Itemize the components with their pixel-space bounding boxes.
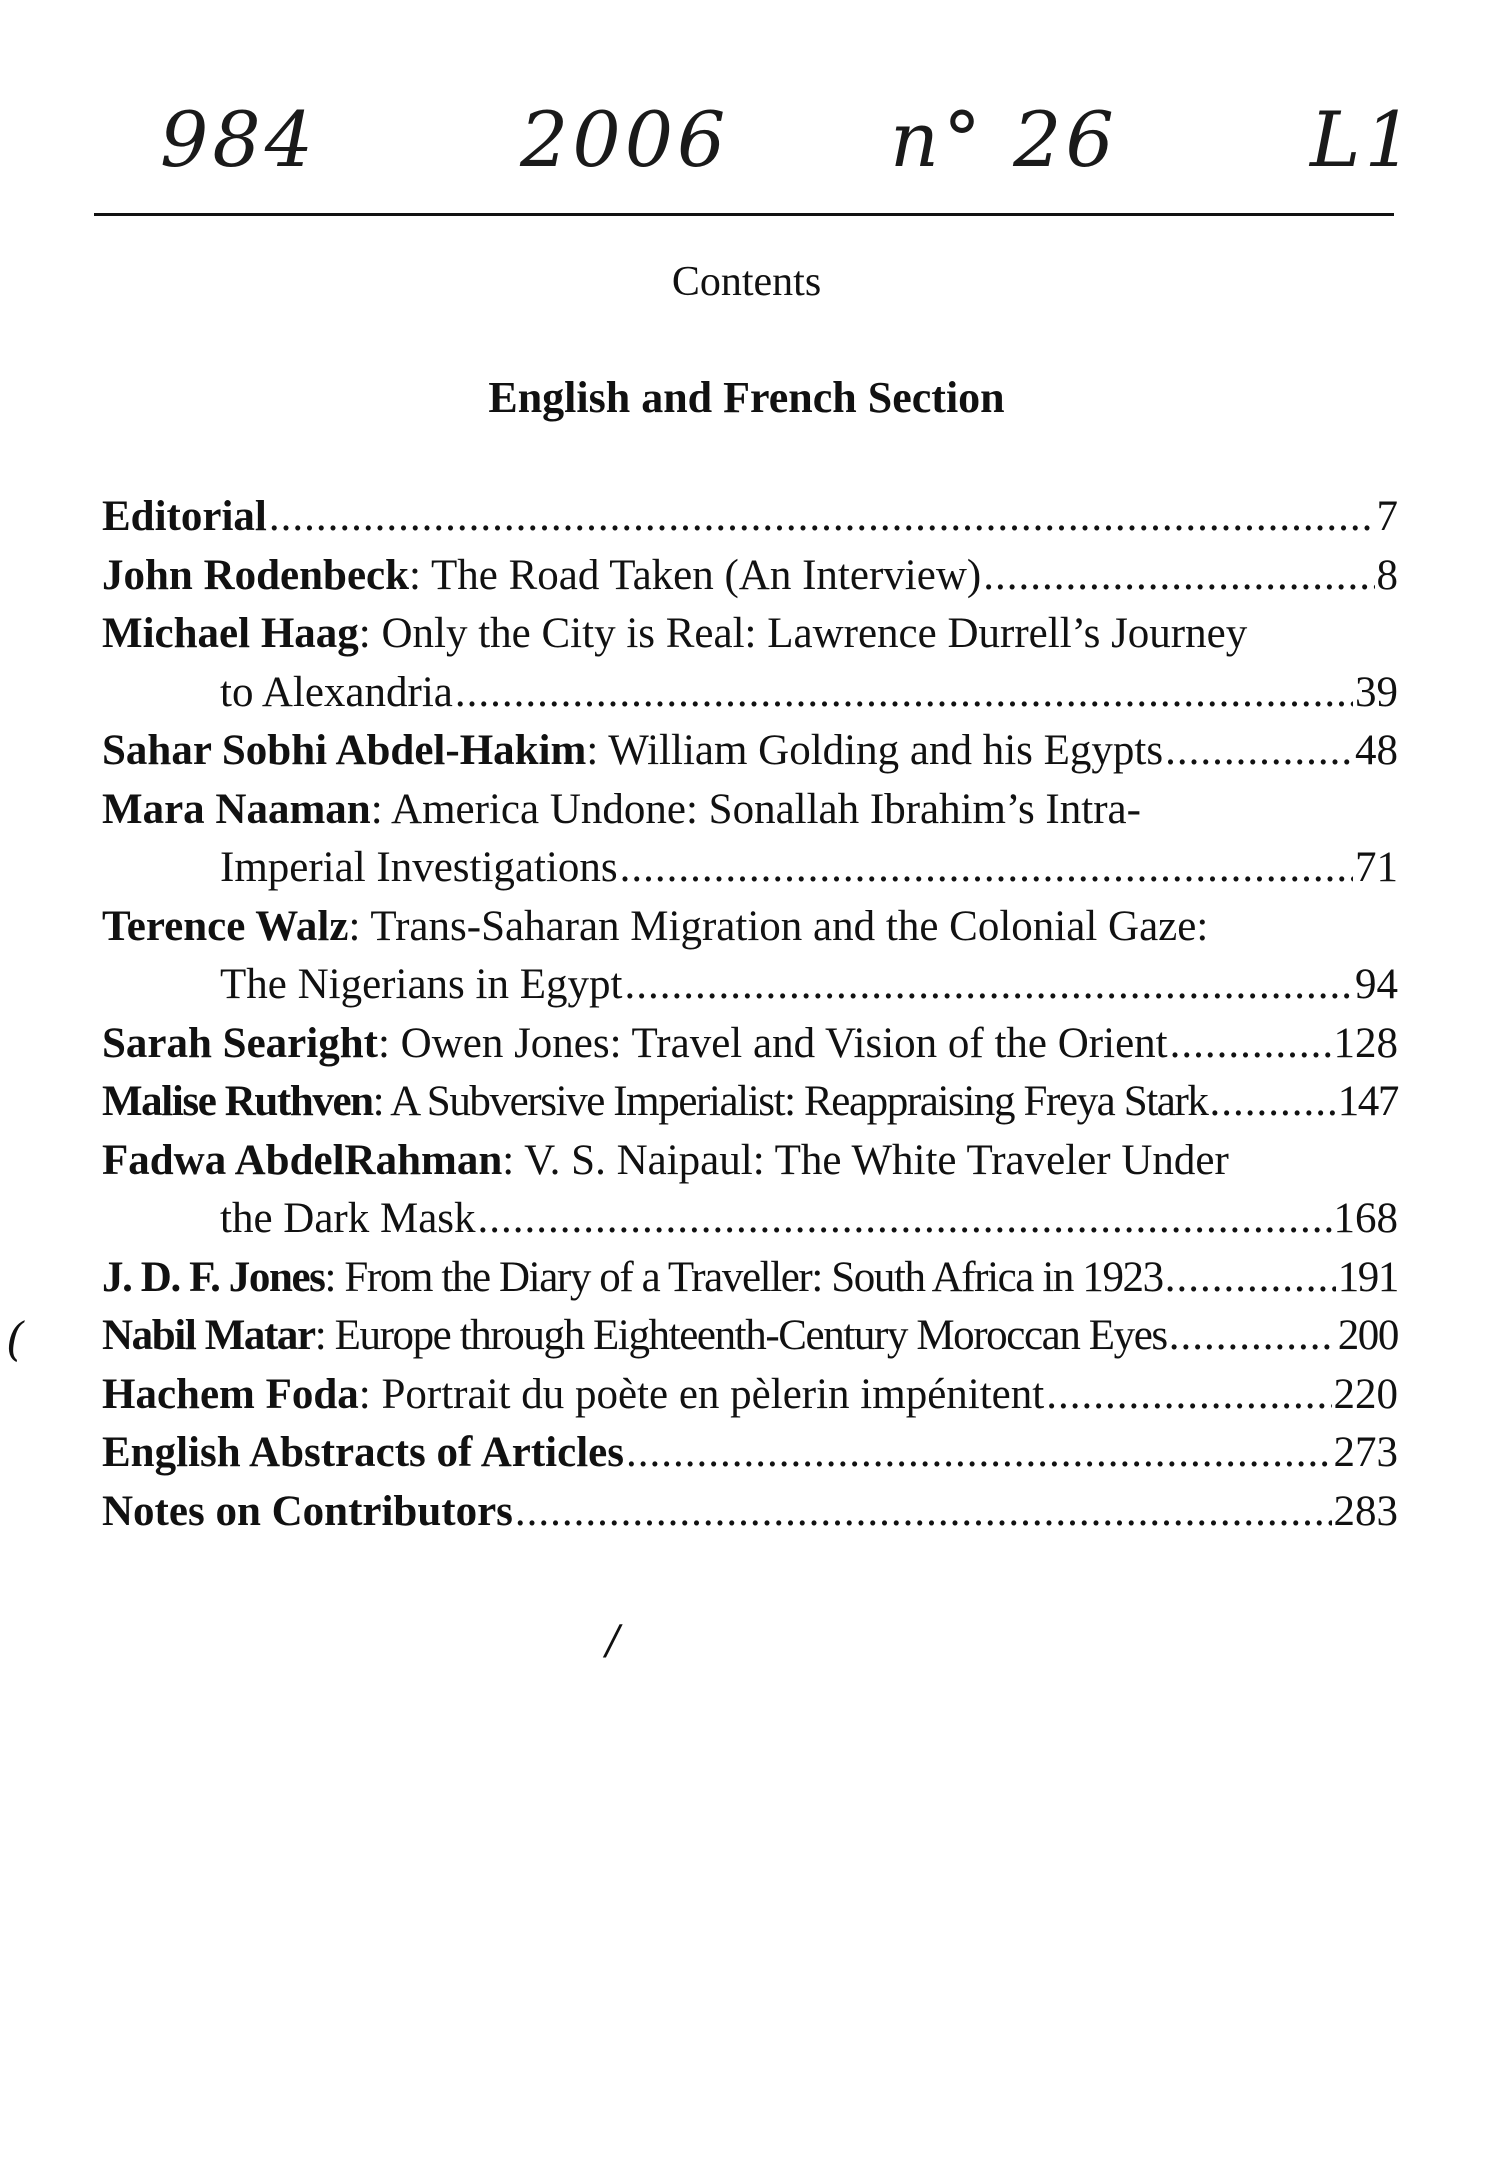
dot-leader: [478, 1190, 1332, 1249]
toc-entry: [102, 781, 1398, 898]
toc-entry: [102, 1132, 1398, 1249]
toc-title: : William Golding and his Egypts: [586, 727, 1164, 774]
toc-entry: [102, 1424, 1398, 1483]
handwritten-issue: n° 26: [890, 95, 1118, 184]
dot-leader: [620, 839, 1353, 898]
handwritten-year: 2006: [520, 95, 730, 184]
toc-author: Notes on Contributors: [102, 1487, 513, 1535]
toc-entry: [102, 1073, 1398, 1132]
toc-title-continued: to Alexandria: [220, 668, 453, 716]
toc-page: 128: [1333, 1019, 1398, 1067]
dot-leader: [624, 956, 1353, 1015]
toc-entry: [102, 1015, 1398, 1074]
dot-leader: [1165, 722, 1353, 781]
dot-leader: [983, 547, 1374, 606]
section-title: English and French Section: [488, 373, 1005, 422]
toc-title: : Owen Jones: Travel and Vision of the Orient: [377, 1019, 1168, 1067]
toc-author: Fadwa AbdelRahman: [102, 1136, 503, 1184]
toc-title: : America Undone: Sonallah Ibrahim’s Intra-: [370, 785, 1141, 833]
toc-page: 168: [1333, 1195, 1398, 1242]
toc-entry: [102, 1366, 1398, 1425]
toc-author: Michael Haag: [102, 610, 359, 657]
toc-author: Malise Ruthven: [102, 1078, 373, 1125]
toc-entry: [102, 722, 1398, 781]
toc-author: Nabil Matar: [102, 1312, 315, 1359]
toc-author: Sahar Sobhi Abdel-Hakim: [102, 727, 587, 774]
dot-leader: [1170, 1015, 1332, 1074]
dot-leader: [1209, 1073, 1335, 1132]
stray-mark: /: [606, 1618, 620, 1664]
toc-entry: [102, 898, 1398, 1015]
toc-author: Hachem Foda: [102, 1370, 359, 1418]
dot-leader: [1046, 1366, 1331, 1425]
toc-page: 220: [1333, 1370, 1398, 1418]
toc-entry: [102, 488, 1398, 547]
toc-page: 94: [1355, 961, 1398, 1008]
toc-title-continued: The Nigerians in Egypt: [220, 961, 623, 1008]
toc-page: 39: [1355, 668, 1398, 716]
toc-title: : A Subversive Imperialist: Reappraising Freya Stark: [372, 1078, 1208, 1125]
toc-title: : Portrait du poète en pèlerin impénitent: [358, 1370, 1045, 1418]
toc-title: : Trans-Saharan Migration and the Colonial Gaze:: [348, 902, 1209, 950]
toc-page: 283: [1333, 1487, 1398, 1535]
toc-title: : Only the City is Real: Lawrence Durrell’s Journey: [358, 610, 1248, 657]
toc-author: Mara Naaman: [102, 785, 371, 833]
toc-author: English Abstracts of Articles: [102, 1429, 624, 1476]
toc-entry: [102, 547, 1398, 606]
toc-author: J. D. F. Jones: [102, 1253, 325, 1301]
toc-entry: [102, 1307, 1398, 1366]
toc-title-continued: Imperial Investigations: [220, 844, 618, 891]
toc-page: 273: [1333, 1429, 1398, 1476]
toc-author: Terence Walz: [102, 902, 349, 950]
handwritten-shelf-mark: 984: [160, 95, 318, 184]
margin-mark: (: [6, 1312, 24, 1366]
toc-title: : V. S. Naipaul: The White Traveler Under: [502, 1136, 1229, 1184]
toc-page: 191: [1337, 1253, 1398, 1301]
toc-author: Editorial: [102, 493, 267, 540]
toc-entry: [102, 1483, 1398, 1542]
toc-page: 7: [1376, 493, 1398, 540]
toc-title: : The Road Taken (An Interview): [409, 551, 982, 599]
toc-page: 71: [1355, 844, 1398, 891]
toc-page: 147: [1337, 1078, 1398, 1125]
table-of-contents: [102, 488, 1398, 1541]
page-title: Contents: [671, 259, 822, 305]
toc-title: : Europe through Eighteenth-Century Moroccan Eyes: [314, 1312, 1167, 1359]
dot-leader: [1169, 1307, 1336, 1366]
dot-leader: [515, 1483, 1332, 1542]
handwritten-annotation: [120, 95, 1417, 205]
toc-author: John Rodenbeck: [102, 551, 410, 599]
toc-entry: [102, 605, 1398, 722]
toc-entry: [102, 1249, 1398, 1308]
toc-page: 8: [1376, 551, 1398, 599]
handwritten-copy: L1: [1310, 95, 1417, 184]
toc-page: 48: [1355, 727, 1398, 774]
dot-leader: [455, 664, 1353, 723]
toc-title: : From the Diary of a Traveller: South Africa in 1923: [324, 1253, 1163, 1301]
dot-leader: [626, 1424, 1332, 1483]
top-rule: [94, 213, 1394, 216]
dot-leader: [1165, 1249, 1336, 1308]
dot-leader: [269, 488, 1375, 547]
toc-title-continued: the Dark Mask: [220, 1195, 476, 1242]
toc-author: Sarah Searight: [102, 1019, 378, 1067]
toc-page: 200: [1337, 1312, 1398, 1359]
